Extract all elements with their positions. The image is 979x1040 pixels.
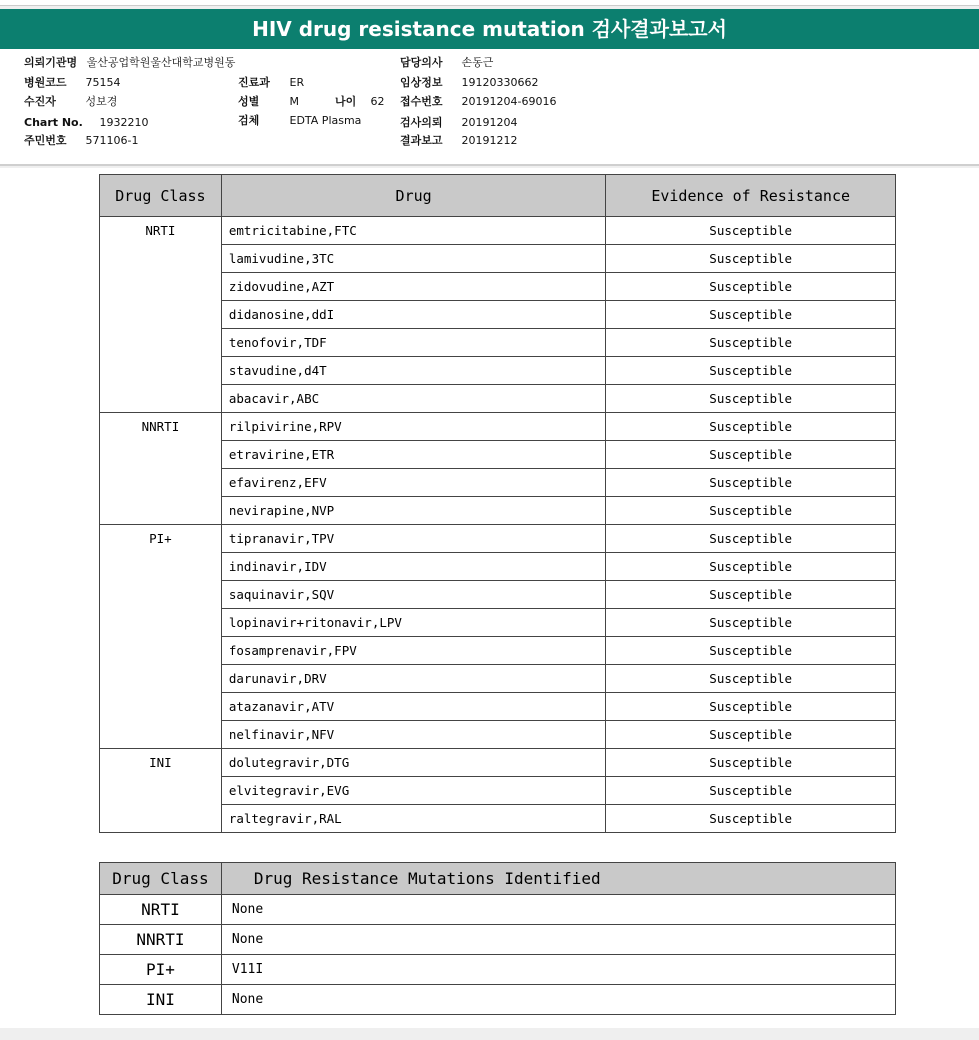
- drug-class-cell: NRTI: [100, 217, 222, 413]
- receipt-no-field: [400, 94, 556, 110]
- evidence-cell: Susceptible: [606, 385, 896, 413]
- drug-cell: darunavir,DRV: [221, 665, 606, 693]
- specimen-field: [238, 113, 361, 129]
- drug-cell: rilpivirine,RPV: [221, 413, 606, 441]
- specimen-value: EDTA Plasma: [289, 114, 362, 127]
- patient-field: [24, 94, 117, 110]
- mutation-table-header: [100, 863, 896, 895]
- drug-class-cell: NNRTI: [100, 413, 222, 525]
- drug-cell: tipranavir,TPV: [221, 525, 606, 553]
- drug-class-cell: INI: [100, 985, 222, 1015]
- institution-value: 울산공업학원울산대학교병원동: [86, 56, 236, 69]
- evidence-cell: Susceptible: [606, 245, 896, 273]
- resistance-table-header: [100, 175, 896, 217]
- drug-cell: tenofovir,TDF: [221, 329, 606, 357]
- clinical-info-field: [400, 75, 538, 91]
- institution-field: [24, 55, 235, 71]
- header-drug-class: Drug Class: [100, 175, 222, 217]
- drug-cell: lopinavir+ritonavir,LPV: [221, 609, 606, 637]
- mutations-cell: None: [221, 985, 895, 1015]
- hospital-code-value: 75154: [85, 76, 121, 89]
- drug-cell: elvitegravir,EVG: [221, 777, 606, 805]
- report-date-value: 20191212: [461, 134, 518, 147]
- resident-no-field: [24, 133, 138, 149]
- evidence-cell: Susceptible: [606, 553, 896, 581]
- drug-cell: lamivudine,3TC: [221, 245, 606, 273]
- table-row: [100, 895, 896, 925]
- mutation-table: [99, 862, 896, 1015]
- evidence-cell: Susceptible: [606, 693, 896, 721]
- mutations-cell: None: [221, 925, 895, 955]
- department-field: [238, 75, 304, 91]
- hospital-code-label: 병원코드: [24, 76, 67, 89]
- hospital-code-field: [24, 75, 121, 91]
- doctor-label: 담당의사: [400, 56, 443, 69]
- department-label: 진료과: [238, 76, 270, 89]
- header-drug-class: Drug Class: [100, 863, 222, 895]
- drug-class-cell: PI+: [100, 955, 222, 985]
- evidence-cell: Susceptible: [606, 581, 896, 609]
- report-title: HIV drug resistance mutation 검사결과보고서: [0, 9, 979, 49]
- age-value: 62: [370, 95, 385, 108]
- drug-cell: fosamprenavir,FPV: [221, 637, 606, 665]
- drug-class-cell: NNRTI: [100, 925, 222, 955]
- drug-cell: saquinavir,SQV: [221, 581, 606, 609]
- resistance-table-body: [100, 217, 896, 833]
- resistance-table: [99, 174, 896, 833]
- report-date-label: 결과보고: [400, 134, 443, 147]
- evidence-cell: Susceptible: [606, 609, 896, 637]
- drug-class-cell: INI: [100, 749, 222, 833]
- receipt-no-value: 20191204-69016: [461, 95, 557, 108]
- resident-no-value: 571106-1: [85, 134, 139, 147]
- evidence-cell: Susceptible: [606, 413, 896, 441]
- table-row: [100, 217, 896, 245]
- header-evidence: Evidence of Resistance: [606, 175, 896, 217]
- receipt-no-label: 접수번호: [400, 95, 443, 108]
- mutations-cell: V11I: [221, 955, 895, 985]
- evidence-cell: Susceptible: [606, 357, 896, 385]
- drug-cell: nelfinavir,NFV: [221, 721, 606, 749]
- chart-no-field: [24, 115, 149, 131]
- drug-cell: nevirapine,NVP: [221, 497, 606, 525]
- chart-no-label: Chart No.: [24, 116, 83, 129]
- header-mutations: Drug Resistance Mutations Identified: [221, 863, 895, 895]
- drug-cell: zidovudine,AZT: [221, 273, 606, 301]
- specimen-label: 검체: [238, 114, 260, 127]
- drug-cell: dolutegravir,DTG: [221, 749, 606, 777]
- evidence-cell: Susceptible: [606, 665, 896, 693]
- clinical-info-value: 19120330662: [461, 76, 539, 89]
- table-row: [100, 413, 896, 441]
- table-row: [100, 925, 896, 955]
- evidence-cell: Susceptible: [606, 329, 896, 357]
- evidence-cell: Susceptible: [606, 217, 896, 245]
- department-value: ER: [289, 76, 305, 89]
- drug-cell: atazanavir,ATV: [221, 693, 606, 721]
- table-row: [100, 525, 896, 553]
- drug-class-cell: NRTI: [100, 895, 222, 925]
- evidence-cell: Susceptible: [606, 721, 896, 749]
- report-header: [0, 49, 979, 166]
- drug-cell: stavudine,d4T: [221, 357, 606, 385]
- sex-field: [238, 94, 385, 110]
- evidence-cell: Susceptible: [606, 525, 896, 553]
- mutation-table-body: [100, 895, 896, 1015]
- request-date-label: 검사의뢰: [400, 116, 443, 129]
- patient-label: 수진자: [24, 95, 56, 108]
- doctor-field: [400, 55, 493, 71]
- evidence-cell: Susceptible: [606, 805, 896, 833]
- request-date-field: [400, 115, 518, 131]
- report-body: [0, 168, 979, 1028]
- sex-label: 성별: [238, 95, 260, 108]
- evidence-cell: Susceptible: [606, 273, 896, 301]
- drug-class-cell: PI+: [100, 525, 222, 749]
- institution-label: 의뢰기관명: [24, 56, 78, 69]
- drug-cell: etravirine,ETR: [221, 441, 606, 469]
- evidence-cell: Susceptible: [606, 301, 896, 329]
- doctor-value: 손동근: [461, 56, 494, 69]
- evidence-cell: Susceptible: [606, 749, 896, 777]
- resident-no-label: 주민번호: [24, 134, 67, 147]
- drug-cell: raltegravir,RAL: [221, 805, 606, 833]
- drug-cell: indinavir,IDV: [221, 553, 606, 581]
- mutations-cell: None: [221, 895, 895, 925]
- sex-value: M: [289, 95, 299, 108]
- chart-no-value: 1932210: [99, 116, 149, 129]
- table-row: [100, 749, 896, 777]
- clinical-info-label: 임상정보: [400, 76, 443, 89]
- drug-cell: emtricitabine,FTC: [221, 217, 606, 245]
- top-border: [0, 0, 979, 6]
- header-drug: Drug: [221, 175, 606, 217]
- drug-cell: efavirenz,EFV: [221, 469, 606, 497]
- table-row: [100, 955, 896, 985]
- age-label: 나이: [335, 95, 357, 108]
- request-date-value: 20191204: [461, 116, 518, 129]
- evidence-cell: Susceptible: [606, 469, 896, 497]
- report-date-field: [400, 133, 518, 149]
- evidence-cell: Susceptible: [606, 777, 896, 805]
- evidence-cell: Susceptible: [606, 497, 896, 525]
- table-row: [100, 985, 896, 1015]
- drug-cell: abacavir,ABC: [221, 385, 606, 413]
- patient-value: 성보경: [85, 95, 118, 108]
- drug-cell: didanosine,ddI: [221, 301, 606, 329]
- evidence-cell: Susceptible: [606, 441, 896, 469]
- evidence-cell: Susceptible: [606, 637, 896, 665]
